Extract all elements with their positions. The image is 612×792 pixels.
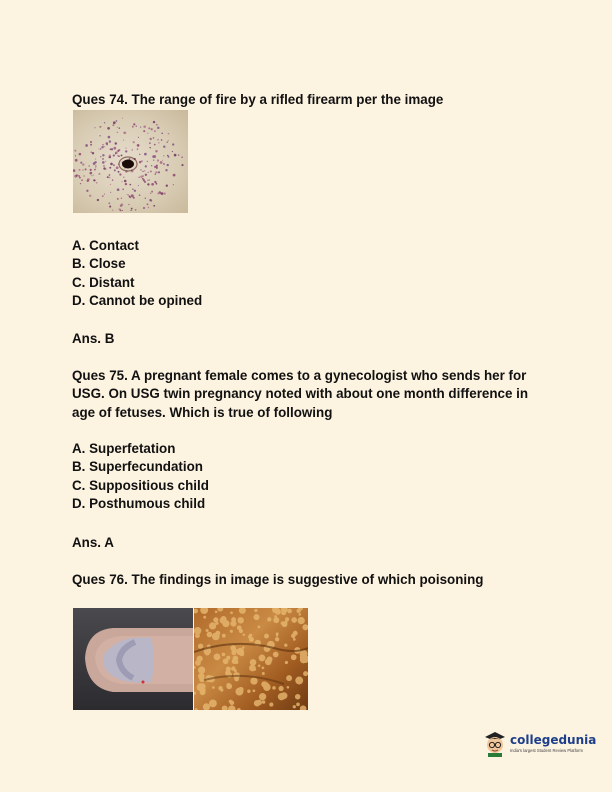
question-75: Ques 75. A pregnant female comes to a gynecologist who sends her for USG. On USG twin pregnancy noted with about one month difference in age of fetuses. Which is true of following (72, 368, 529, 420)
option-75-c: C. Suppositious child (72, 477, 209, 493)
question-76: Ques 76. The findings in image is suggestive of which poisoning (72, 572, 484, 587)
collegedunia-logo (482, 729, 597, 759)
palm-keratosis-image (194, 608, 308, 710)
options-74 (72, 237, 202, 311)
option-74-b: B. Close (72, 256, 126, 272)
option-74-c: C. Distant (72, 274, 135, 290)
option-75-a: A. Superfetation (72, 441, 176, 456)
fingernail-image (73, 608, 193, 710)
option-75-b: B. Superfecundation (72, 459, 203, 475)
gunshot-wound-image (73, 110, 188, 213)
nail-graphic (73, 608, 193, 710)
palm-graphic (194, 608, 308, 710)
mascot-icon (482, 729, 508, 757)
option-75-d: D. Posthumous child (72, 496, 206, 512)
option-74-d: D. Cannot be opined (72, 293, 203, 309)
logo-name: collegedunia (510, 733, 597, 747)
answer-74: Ans. B (72, 331, 115, 346)
question-74: Ques 74. The range of fire by a rifled firearm per the image (72, 92, 444, 107)
option-74-a: A. Contact (72, 238, 139, 253)
options-75 (72, 440, 209, 514)
answer-75: Ans. A (72, 535, 114, 550)
logo-tagline: India's largest Student Review Platform (510, 748, 583, 753)
tattooing-pattern-graphic (73, 110, 188, 213)
